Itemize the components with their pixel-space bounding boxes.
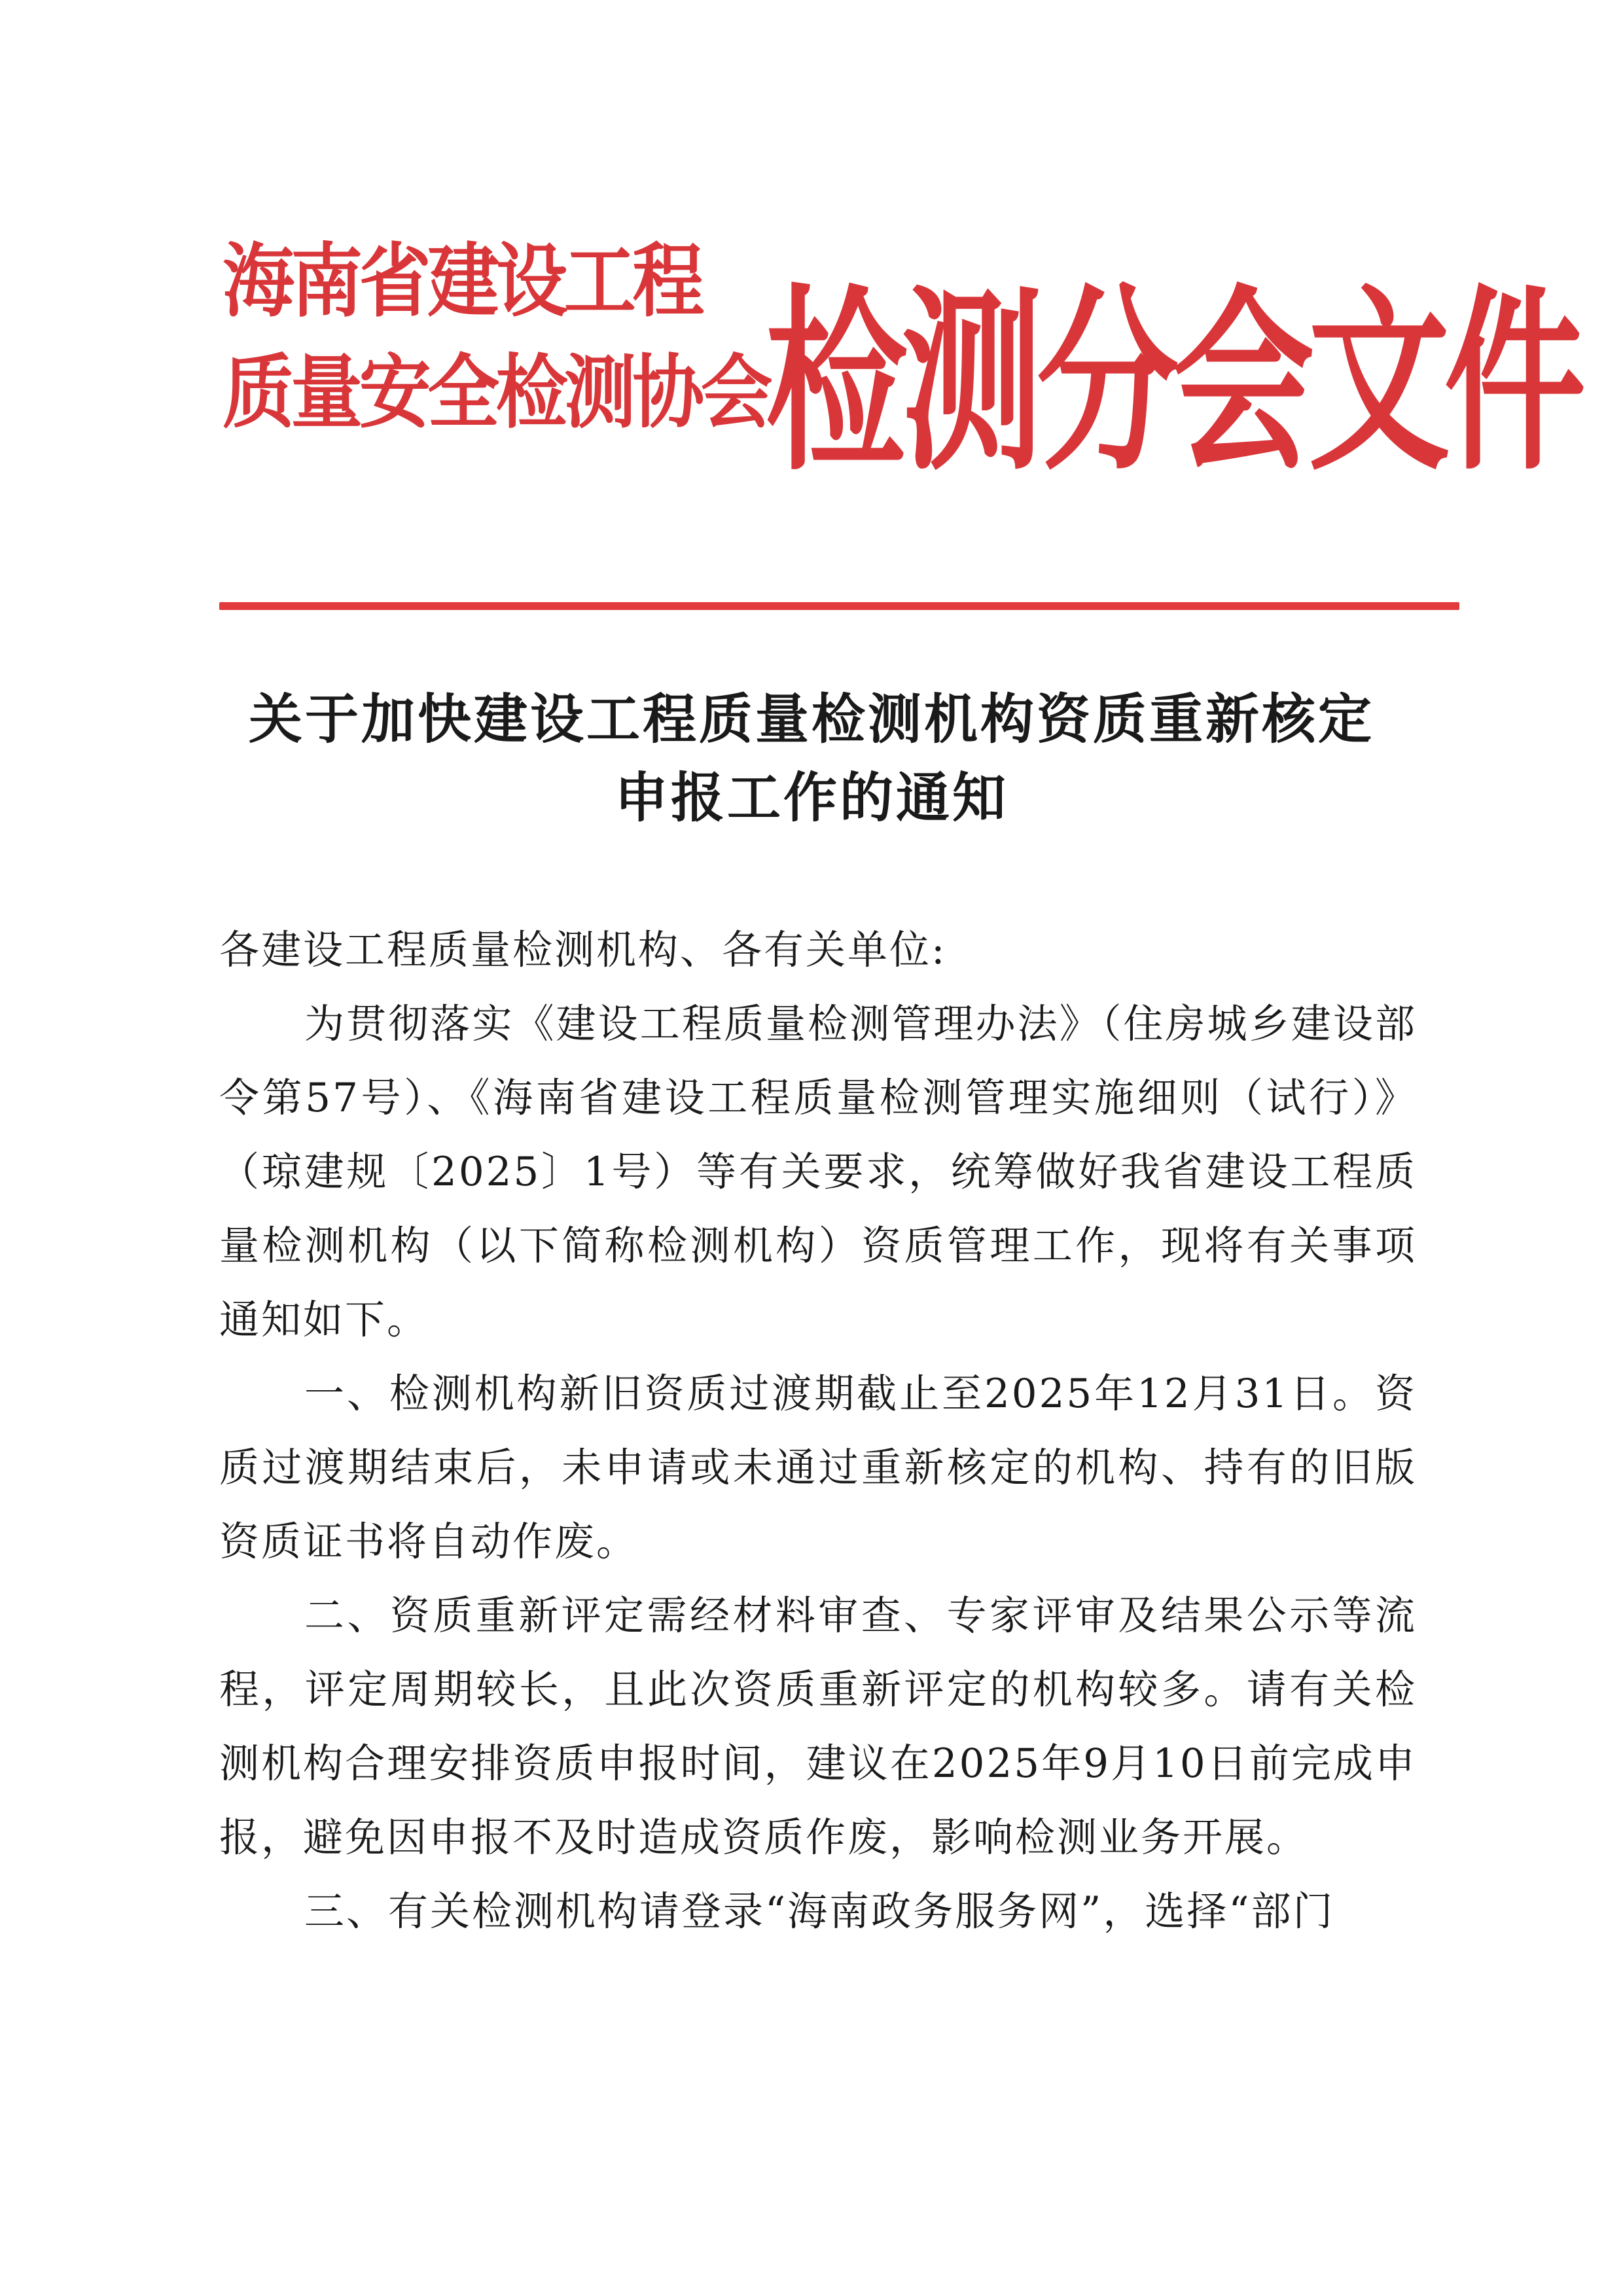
- document-title-line-2: 申报工作的通知: [614, 767, 1008, 829]
- document-body: [219, 913, 1417, 1948]
- issuing-org-name: [223, 226, 770, 448]
- document-type-heading: 检测分会文件: [766, 268, 1580, 497]
- issuing-org-line-2: 质量安全检测协会: [223, 346, 770, 439]
- item-2-paragraph: 二、资质重新评定需经材料审查、专家评审及结果公示等流程，评定周期较长，且此次资质重新评定的机构较多。请有关检测机构合理安排资质申报时间，建议在2025年9月10日前完成申报，避免因申报不及时造成资质作废，影响检测业务开展。: [219, 1592, 1417, 1861]
- issuing-org-line-1: 海南省建设工程: [223, 235, 701, 328]
- item-3-paragraph: 三、有关检测机构请登录“海南政务服务网”，选择“部门: [304, 1888, 1335, 1935]
- salutation: 各建设工程质量检测机构、各有关单位:: [219, 927, 947, 973]
- document-title: [131, 681, 1492, 838]
- red-separator-line: [219, 602, 1459, 610]
- document-title-line-1: 关于加快建设工程质量检测机构资质重新核定: [248, 689, 1374, 751]
- intro-paragraph: 为贯彻落实《建设工程质量检测管理办法》（住房城乡建设部令第57号）、《海南省建设工程质量检测管理实施细则（试行）》（琼建规〔2025〕1号）等有关要求，统筹做好我省建设工程质量检测机构（以下简称检测机构）资质管理工作，现将有关事项通知如下。: [219, 1001, 1417, 1343]
- item-1-paragraph: 一、检测机构新旧资质过渡期截止至2025年12月31日。资质过渡期结束后，未申请或未通过重新核定的机构、持有的旧版资质证书将自动作废。: [219, 1371, 1417, 1565]
